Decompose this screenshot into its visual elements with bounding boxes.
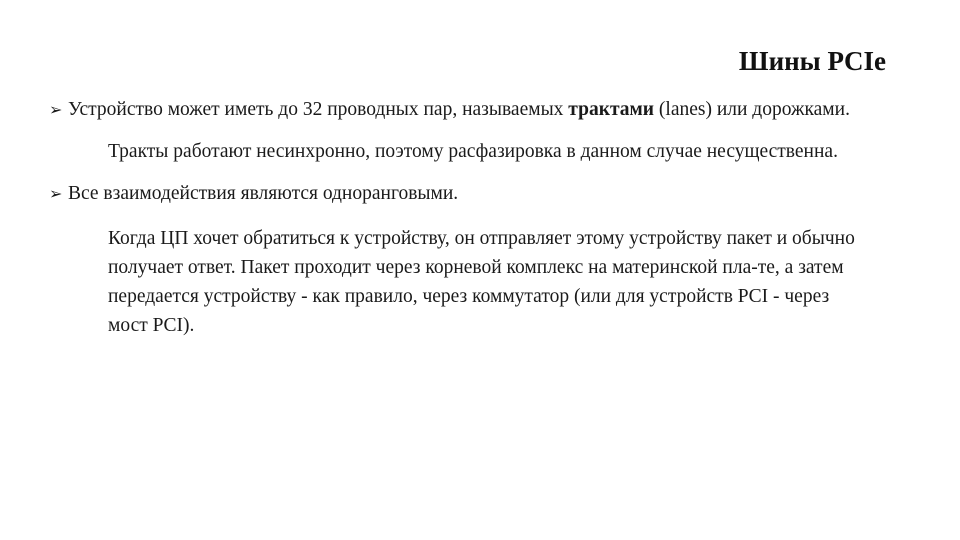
bullet-bold-term: трактами	[568, 99, 655, 120]
bullet-item-lanes	[48, 95, 908, 124]
slide-content	[48, 95, 908, 340]
arrow-bullet-icon: ➢	[49, 184, 63, 203]
bullet-text-after: (lanes) или дорожками.	[654, 99, 850, 120]
spacer	[48, 166, 908, 179]
bullet-text-before: Устройство может иметь до 32 проводных пар, называемых	[68, 99, 569, 120]
sub-paragraph-packets: Когда ЦП хочет обратиться к устройству, он отправляет этому устройству пакет и обычно получает ответ. Пакет проходит через корневой комплекс на материнской пла-те, а затем передается устройству - как правило, через коммутатор (или для устройств PCI - через мост PCI).	[108, 228, 855, 336]
slide-title: Шины PCIe	[738, 46, 886, 76]
bullet-item-peer	[48, 179, 908, 208]
spacer	[48, 124, 908, 137]
arrow-bullet-icon: ➢	[49, 100, 63, 119]
sub-paragraph-skew: Тракты работают несинхронно, поэтому расфазировка в данном случае несущественна.	[108, 141, 838, 162]
spacer	[48, 208, 908, 224]
bullet-text: Все взаимодействия являются одноранговыми.	[68, 183, 459, 204]
